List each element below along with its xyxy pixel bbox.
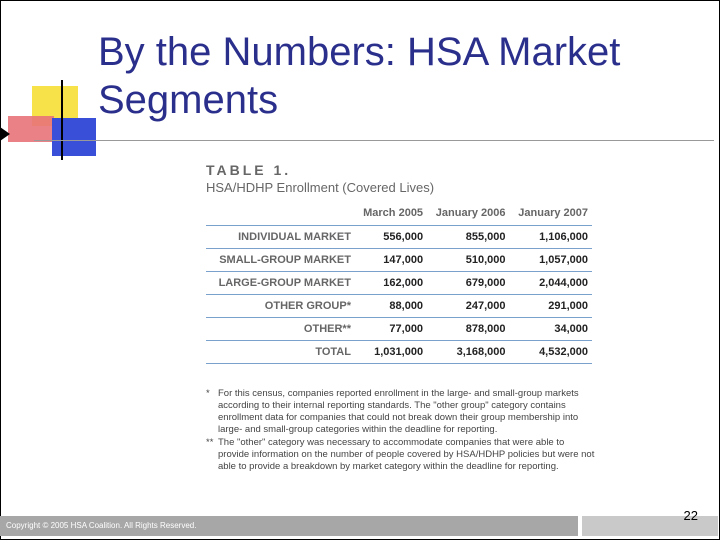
table-cell: 2,044,000 (510, 272, 592, 295)
blue-square (52, 118, 96, 156)
row-label: OTHER** (206, 318, 355, 341)
table-row (206, 318, 592, 341)
row-label: LARGE-GROUP MARKET (206, 272, 355, 295)
table-cell: 88,000 (355, 295, 427, 318)
table-cell: 679,000 (427, 272, 509, 295)
column-header: January 2007 (518, 207, 588, 219)
arrow-icon (0, 127, 10, 141)
table-row (206, 249, 592, 272)
table-cell: 247,000 (427, 295, 509, 318)
table-row (206, 295, 592, 318)
table-cell: 77,000 (355, 318, 427, 341)
footnote-marker: ** (206, 437, 214, 448)
column-header: March 2005 (363, 207, 424, 219)
slide-title: By the Numbers: HSA Market Segments (98, 30, 621, 122)
enrollment-table-block (206, 162, 596, 364)
table-row (206, 272, 592, 295)
vertical-rule (61, 80, 63, 160)
copyright-text: Copyright © 2005 HSA Coalition. All Rights Reserved. (6, 521, 197, 530)
title-divider (34, 140, 714, 141)
table-cell: 291,000 (510, 295, 592, 318)
column-header: January 2006 (435, 207, 506, 219)
table-cell: 147,000 (355, 249, 427, 272)
red-square (8, 116, 54, 142)
table-cell: 3,168,000 (427, 341, 509, 364)
table-cell: 510,000 (427, 249, 509, 272)
decorative-logo (0, 0, 100, 170)
table-caption: HSA/HDHP Enrollment (Covered Lives) (206, 180, 435, 195)
row-label: OTHER GROUP* (206, 295, 355, 318)
row-label: TOTAL (206, 341, 355, 364)
footnote-text: The "other" category was necessary to accommodate companies that were able to provide information on the number of people covered by HSA/HDHP policies but were not able to provide a breakdown by market category within the deadline for reporting. (218, 437, 595, 472)
table-cell: 556,000 (355, 226, 427, 249)
table-footnotes (206, 388, 596, 473)
enrollment-table (206, 203, 592, 364)
table-cell: 4,532,000 (510, 341, 592, 364)
footnote-marker: * (206, 388, 210, 399)
table-header-row (206, 203, 592, 226)
table-cell: 1,106,000 (510, 226, 592, 249)
table-cell: 1,031,000 (355, 341, 427, 364)
table-label: TABLE 1. (206, 162, 292, 178)
table-cell: 878,000 (427, 318, 509, 341)
row-label: INDIVIDUAL MARKET (206, 226, 355, 249)
row-label: SMALL-GROUP MARKET (206, 249, 355, 272)
footnote (206, 437, 596, 473)
table-cell: 1,057,000 (510, 249, 592, 272)
footnote-text: For this census, companies reported enrollment in the large- and small-group markets according to their internal reporting standards. The "other group" category contains enrollment data for companies that could not break down their group membership into large- and small-group categories within the deadline for reporting. (218, 388, 579, 435)
footnote (206, 388, 596, 436)
table-cell: 34,000 (510, 318, 592, 341)
header-blank (206, 203, 355, 226)
table-cell: 855,000 (427, 226, 509, 249)
page-number: 22 (683, 508, 698, 523)
table-row (206, 226, 592, 249)
table-row-total (206, 341, 592, 364)
table-cell: 162,000 (355, 272, 427, 295)
